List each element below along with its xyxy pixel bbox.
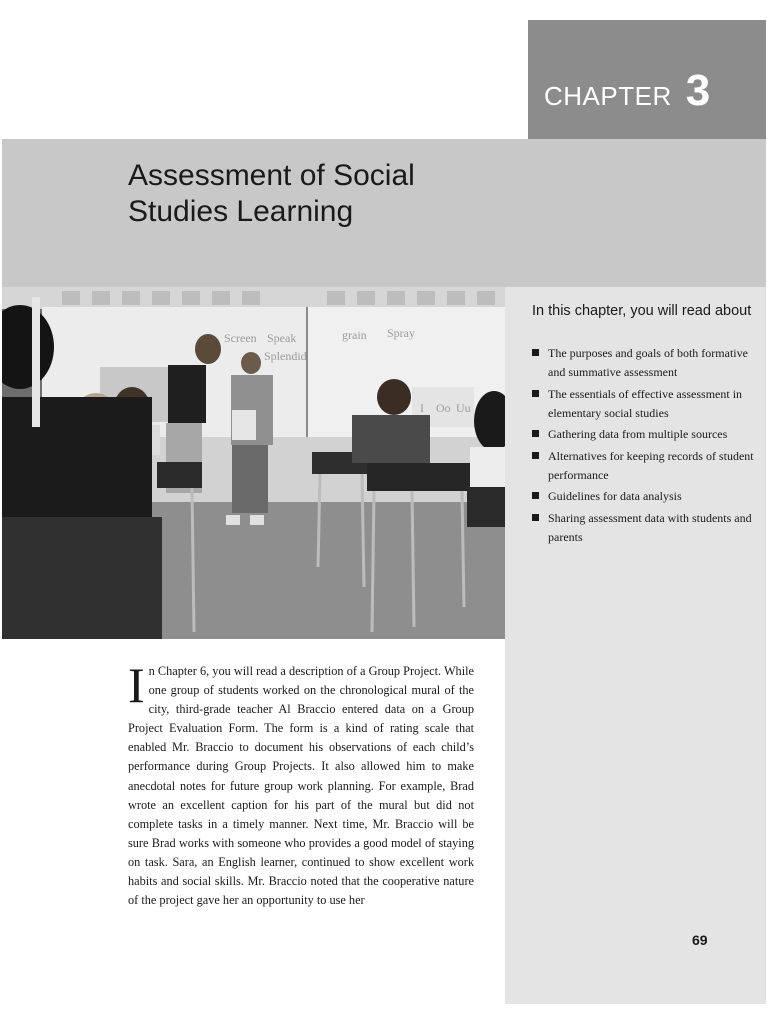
list-item-text: The purposes and goals of both formative and summative assessment	[548, 346, 748, 379]
board-word: Spray	[387, 326, 415, 340]
board-word: Speak	[267, 331, 297, 345]
chapter-title: Assessment of Social Studies Learning	[128, 159, 415, 228]
list-item	[532, 487, 754, 506]
board-word: grain	[342, 328, 367, 342]
list-item-text: The essentials of effective assessment in elementary social studies	[548, 386, 743, 420]
square-bullet-icon	[532, 514, 539, 521]
list-item	[532, 344, 754, 382]
chapter-word: CHAPTER	[544, 81, 672, 111]
square-bullet-icon	[532, 430, 539, 437]
chapter-box	[528, 20, 766, 139]
dropcap: I	[128, 657, 145, 713]
chapter-label	[544, 66, 710, 116]
classroom-photo	[2, 287, 505, 639]
list-item-text: Gathering data from multiple sources	[548, 427, 728, 441]
square-bullet-icon	[532, 390, 539, 397]
chapter-overview-sidebar	[505, 287, 766, 1004]
sidebar-list	[532, 344, 754, 549]
list-item-text: Guidelines for data analysis	[548, 489, 682, 503]
body-paragraph	[128, 657, 474, 910]
list-item	[532, 509, 754, 547]
board-word: Screen	[224, 331, 257, 345]
square-bullet-icon	[532, 492, 539, 499]
list-item	[532, 447, 754, 485]
list-item	[532, 385, 754, 423]
classroom-photo-illustration	[2, 287, 505, 639]
sidebar-heading: In this chapter, you will read about	[532, 303, 752, 319]
square-bullet-icon	[532, 452, 539, 459]
chapter-number: 3	[685, 66, 711, 115]
board-word: Splendid	[264, 349, 307, 363]
list-item	[532, 425, 754, 444]
square-bullet-icon	[532, 349, 539, 356]
page-number: 69	[692, 932, 708, 948]
list-item-text: Alternatives for keeping records of student performance	[548, 448, 754, 482]
list-item-text: Sharing assessment data with students and parents	[548, 510, 752, 544]
title-band	[2, 139, 766, 287]
body-text: n Chapter 6, you will read a description of a Group Project. While one group of students worked on the chronological mural of the city, third-grade teacher Al Braccio entered data on a Group Project Evaluation Form. The form is a kind of rating scale that enabled Mr. Braccio to document his observations of each child’s performance during Group Projects. It also allowed him to make anecdotal notes for future group work planning. For example, Brad wrote an excellent caption for his part of the mural but did not complete tasks in a timely manner. Next time, Mr. Braccio will be sure Brad works with someone who provides a good model of staying on task. Sara, an English learner, continued to show excellent work habits and social skills. Mr. Braccio noted that the cooperative nature of the project gave her an opportunity to use her	[128, 664, 474, 908]
